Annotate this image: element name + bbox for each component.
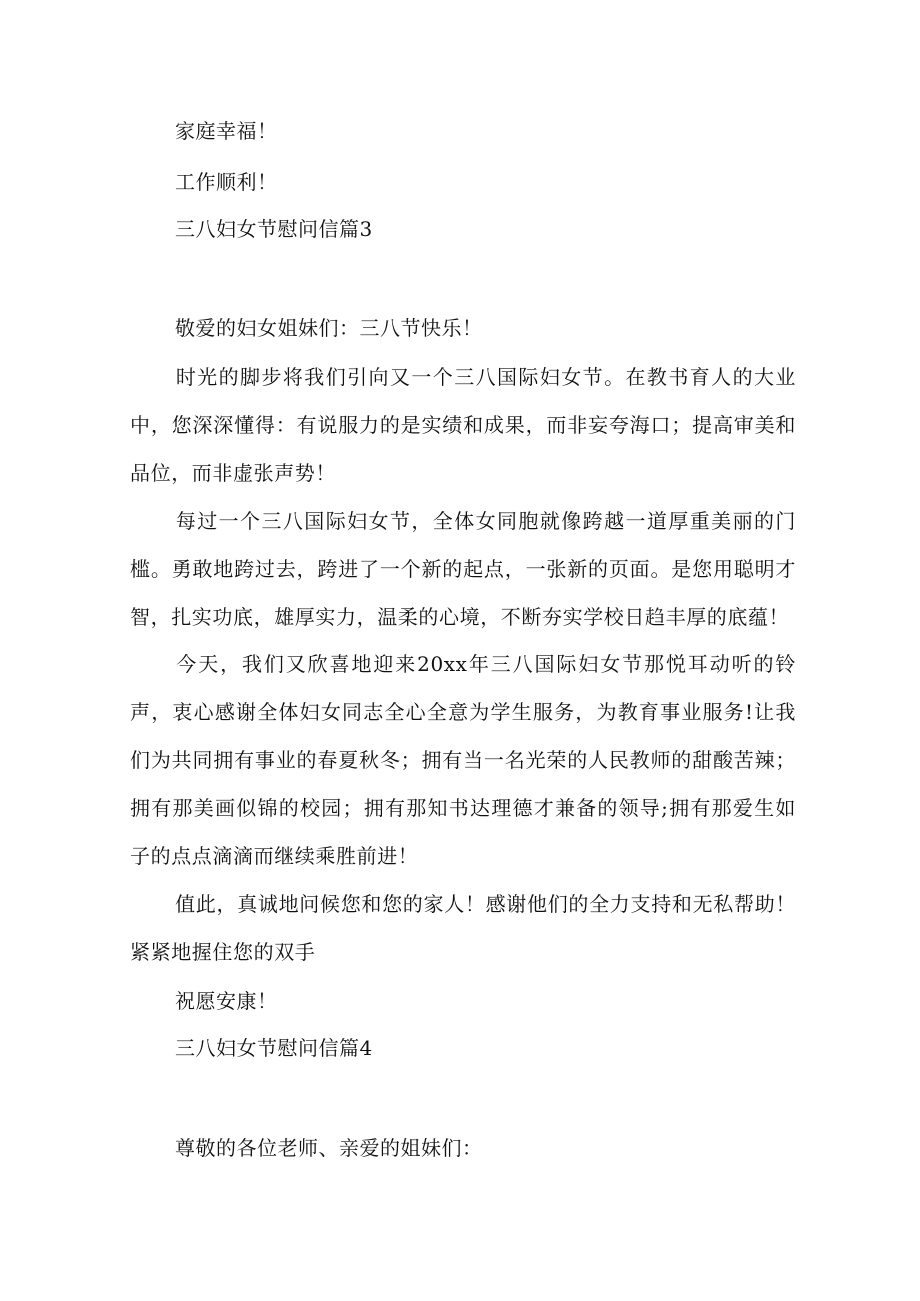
text-line-family-happiness: 家庭幸福！ — [175, 119, 278, 143]
paragraph-4-text: 值此，真诚地问候您和您的家人！感谢他们的全力支持和无私帮助！紧紧地握住您的双手 — [130, 892, 796, 964]
greeting-line: 敬爱的妇女姐妹们：三八节快乐！ — [175, 316, 483, 340]
greeting-line-2: 尊敬的各位老师、亲爱的姐妹们： — [175, 1136, 483, 1160]
text-line-work-smooth: 工作顺利！ — [175, 170, 278, 194]
paragraph-2-text: 每过一个三八国际妇女节，全体女同胞就像跨越一道厚重美丽的门槛。勇敢地跨过去，跨进了一个新的起点，一张新的页面。是您用聪明才智，扎实功底，雄厚实力，温柔的心境，不断夯实学校日趋丰厚的底蕴！ — [130, 509, 796, 629]
section-heading-3: 三八妇女节慰问信篇3 — [175, 217, 373, 241]
paragraph-1 — [130, 353, 796, 497]
closing-line: 祝愿安康！ — [175, 989, 278, 1013]
paragraph-1-text: 时光的脚步将我们引向又一个三八国际妇女节。在教书育人的大业中，您深深懂得：有说服力的是实绩和成果，而非妄夸海口；提高审美和品位，而非虚张声势！ — [130, 365, 796, 485]
paragraph-3-text: 今天，我们又欣喜地迎来20xx年三八国际妇女节那悦耳动听的铃声，衷心感谢全体妇女同志全心全意为学生服务，为教育事业服务!让我们为共同拥有事业的春夏秋冬；拥有当一名光荣的人民教师的甜酸苦辣；拥有那美画似锦的校园；拥有那知书达理德才兼备的领导;拥有那爱生如子的点点滴滴而继续乘胜前进！ — [130, 652, 796, 868]
paragraph-2 — [130, 497, 796, 641]
paragraph-3 — [130, 640, 796, 880]
section-heading-4: 三八妇女节慰问信篇4 — [175, 1036, 373, 1060]
paragraph-4 — [130, 880, 796, 976]
